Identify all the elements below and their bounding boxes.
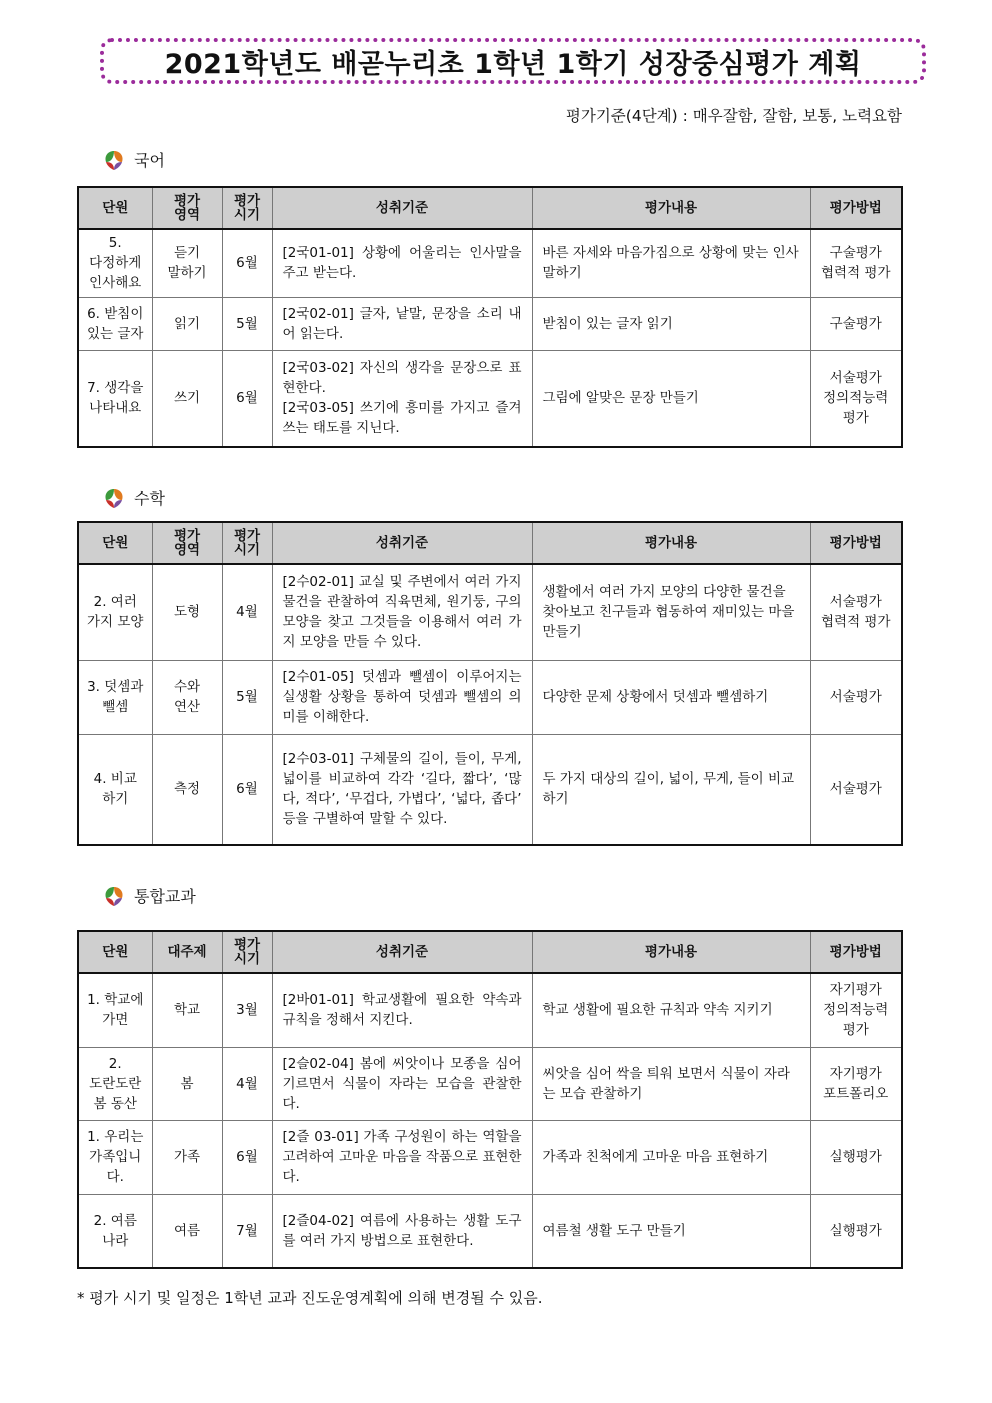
cell-period: 6월: [222, 734, 272, 845]
cell-period: 7월: [222, 1194, 272, 1268]
column-header-standard: 성취기준: [272, 931, 532, 973]
cell-content: 가족과 친척에게 고마운 마음 표현하기: [532, 1120, 810, 1194]
cell-method: 자기평가 포트폴리오: [810, 1047, 902, 1120]
cell-content: 받침이 있는 글자 읽기: [532, 297, 810, 350]
cell-method: 구술평가 협력적 평가: [810, 229, 902, 297]
cell-standard: [2국01-01] 상황에 어울리는 인사말을 주고 받는다.: [272, 229, 532, 297]
cell-method: 서술평가 협력적 평가: [810, 564, 902, 660]
cell-method: 실행평가: [810, 1194, 902, 1268]
cell-content: 생활에서 여러 가지 모양의 다양한 물건을 찾아보고 친구들과 협동하여 재미있는 마을 만들기: [532, 564, 810, 660]
column-header-method: 평가방법: [810, 187, 902, 229]
table-row: [78, 734, 902, 845]
cell-area: 봄: [152, 1047, 222, 1120]
footnote: * 평가 시기 및 일정은 1학년 교과 진도운영계획에 의해 변경될 수 있음.: [77, 1289, 543, 1307]
cell-content: 씨앗을 심어 싹을 틔워 보면서 식물이 자라는 모습 관찰하기: [532, 1047, 810, 1120]
cell-unit: 3. 덧셈과 뺄셈: [78, 660, 152, 734]
cell-area: 수와 연산: [152, 660, 222, 734]
cell-content: 여름철 생활 도구 만들기: [532, 1194, 810, 1268]
column-header-unit: 단원: [78, 522, 152, 564]
table-row: [78, 660, 902, 734]
cell-unit: 2. 도란도란 봄 동산: [78, 1047, 152, 1120]
cell-area: 쓰기: [152, 350, 222, 447]
table-row: [78, 1047, 902, 1120]
table-header-row: [78, 931, 902, 973]
section-heading-korean: [102, 148, 165, 171]
cell-standard: [2즐04-02] 여름에 사용하는 생활 도구를 여러 가지 방법으로 표현한다.: [272, 1194, 532, 1268]
column-header-method: 평가방법: [810, 522, 902, 564]
cell-method: 서술평가: [810, 734, 902, 845]
table-row: [78, 350, 902, 447]
cell-unit: 5. 다정하게 인사해요: [78, 229, 152, 297]
column-header-period: 평가 시기: [222, 931, 272, 973]
table-row: [78, 1194, 902, 1268]
evaluation-criteria: 평가기준(4단계) : 매우잘함, 잘함, 보통, 노력요함: [565, 107, 902, 125]
table-math: [77, 521, 903, 846]
cell-standard: [2수02-01] 교실 및 주변에서 여러 가지 물건을 관찰하여 직육면체, 원기둥, 구의 모양을 찾고 그것들을 이용해서 여러 가지 모양을 만들 수 있다.: [272, 564, 532, 660]
section-title: 국어: [134, 151, 165, 170]
cell-area: 학교: [152, 973, 222, 1047]
leaf-bullet-icon: [102, 487, 126, 509]
cell-content: 학교 생활에 필요한 규칙과 약속 지키기: [532, 973, 810, 1047]
section-title: 수학: [134, 489, 165, 508]
cell-standard: [2즐 03-01] 가족 구성원이 하는 역할을 고려하여 고마운 마음을 작품으로 표현한다.: [272, 1120, 532, 1194]
section-title: 통합교과: [134, 887, 196, 906]
column-header-content: 평가내용: [532, 187, 810, 229]
table-row: [78, 297, 902, 350]
cell-area: 듣기 말하기: [152, 229, 222, 297]
cell-content: 다양한 문제 상황에서 덧셈과 뺄셈하기: [532, 660, 810, 734]
cell-standard: [2수01-05] 덧셈과 뺄셈이 이루어지는 실생활 상황을 통하여 덧셈과 뺄셈의 의미를 이해한다.: [272, 660, 532, 734]
column-header-standard: 성취기준: [272, 522, 532, 564]
cell-unit: 2. 여러 가지 모양: [78, 564, 152, 660]
table-row: [78, 1120, 902, 1194]
column-header-standard: 성취기준: [272, 187, 532, 229]
column-header-period: 평가 시기: [222, 187, 272, 229]
leaf-bullet-icon: [102, 149, 126, 171]
cell-unit: 1. 학교에 가면: [78, 973, 152, 1047]
cell-unit: 2. 여름 나라: [78, 1194, 152, 1268]
cell-period: 5월: [222, 660, 272, 734]
section-heading-integrated: [102, 884, 196, 907]
cell-area: 도형: [152, 564, 222, 660]
cell-standard: [2슬02-04] 봄에 씨앗이나 모종을 심어 기르면서 식물이 자라는 모습을 관찰한다.: [272, 1047, 532, 1120]
cell-period: 6월: [222, 1120, 272, 1194]
cell-period: 6월: [222, 350, 272, 447]
cell-content: 그림에 알맞은 문장 만들기: [532, 350, 810, 447]
cell-method: 자기평가 정의적능력 평가: [810, 973, 902, 1047]
table-korean: [77, 186, 903, 448]
cell-method: 서술평가: [810, 660, 902, 734]
cell-period: 5월: [222, 297, 272, 350]
cell-standard: [2수03-01] 구체물의 길이, 들이, 무게, 넓이를 비교하여 각각 ‘길다, 짧다’, ‘많다, 적다’, ‘무겁다, 가볍다’, ‘넓다, 좁다’ 등을 구별하여 말할 수 있다.: [272, 734, 532, 845]
column-header-period: 평가 시기: [222, 522, 272, 564]
column-header-content: 평가내용: [532, 522, 810, 564]
cell-period: 6월: [222, 229, 272, 297]
cell-standard: [2바01-01] 학교생활에 필요한 약속과 규칙을 정해서 지킨다.: [272, 973, 532, 1047]
cell-area: 가족: [152, 1120, 222, 1194]
cell-method: 실행평가: [810, 1120, 902, 1194]
cell-method: 서술평가 정의적능력 평가: [810, 350, 902, 447]
table-row: [78, 229, 902, 297]
cell-period: 4월: [222, 1047, 272, 1120]
cell-area: 측정: [152, 734, 222, 845]
cell-unit: 6. 받침이 있는 글자: [78, 297, 152, 350]
table-integrated: [77, 930, 903, 1269]
table-row: [78, 973, 902, 1047]
cell-standard: [2국03-02] 자신의 생각을 문장으로 표현한다. [2국03-05] 쓰기에 흥미를 가지고 즐겨쓰는 태도를 지닌다.: [272, 350, 532, 447]
cell-area: 여름: [152, 1194, 222, 1268]
column-header-content: 평가내용: [532, 931, 810, 973]
page-title: 2021학년도 배곧누리초 1학년 1학기 성장중심평가 계획: [164, 48, 862, 80]
cell-content: 두 가지 대상의 길이, 넓이, 무게, 들이 비교하기: [532, 734, 810, 845]
cell-unit: 7. 생각을 나타내요: [78, 350, 152, 447]
table-row: [78, 564, 902, 660]
column-header-unit: 단원: [78, 187, 152, 229]
leaf-bullet-icon: [102, 885, 126, 907]
column-header-area: 평가 영역: [152, 187, 222, 229]
cell-period: 3월: [222, 973, 272, 1047]
cell-content: 바른 자세와 마음가짐으로 상황에 맞는 인사 말하기: [532, 229, 810, 297]
column-header-method: 평가방법: [810, 931, 902, 973]
cell-unit: 1. 우리는 가족입니 다.: [78, 1120, 152, 1194]
table-header-row: [78, 522, 902, 564]
cell-method: 구술평가: [810, 297, 902, 350]
column-header-area: 대주제: [152, 931, 222, 973]
column-header-unit: 단원: [78, 931, 152, 973]
column-header-area: 평가 영역: [152, 522, 222, 564]
cell-period: 4월: [222, 564, 272, 660]
title-box: [100, 38, 926, 84]
table-header-row: [78, 187, 902, 229]
cell-standard: [2국02-01] 글자, 낱말, 문장을 소리 내어 읽는다.: [272, 297, 532, 350]
cell-area: 읽기: [152, 297, 222, 350]
section-heading-math: [102, 486, 165, 509]
cell-unit: 4. 비교 하기: [78, 734, 152, 845]
